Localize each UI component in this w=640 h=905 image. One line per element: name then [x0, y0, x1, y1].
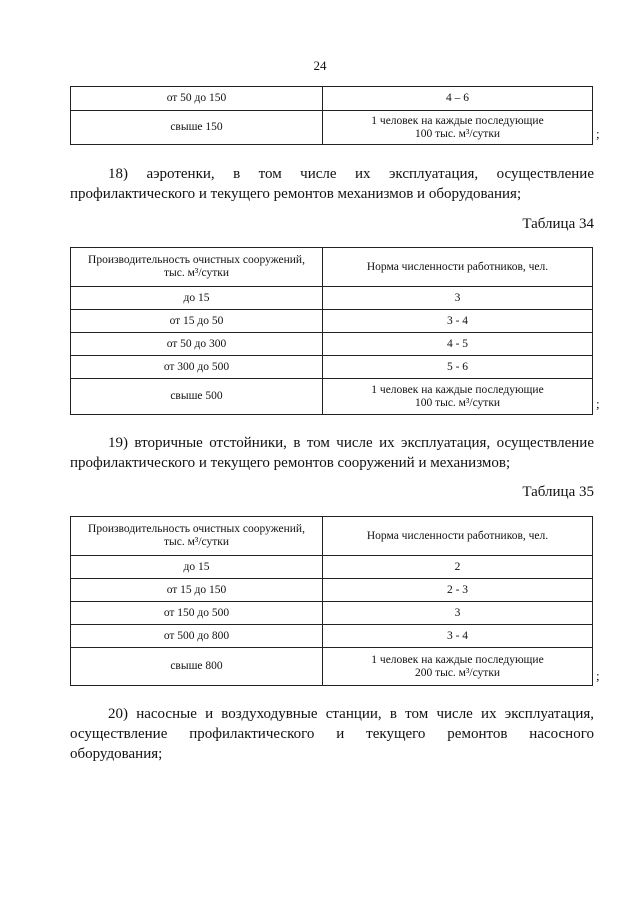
norm-cell: 3 [323, 287, 593, 310]
paragraph-18 [70, 164, 594, 204]
table-row [71, 356, 593, 379]
table-row [71, 625, 593, 648]
norm-cell: 1 человек на каждые последующие 100 тыс. м³/сутки [323, 379, 593, 415]
trailing-semicolon: ; [596, 396, 600, 411]
range-cell: свыше 500 [71, 379, 323, 415]
range-cell: от 150 до 500 [71, 602, 323, 625]
table-row [71, 87, 593, 111]
norm-cell: 2 [323, 556, 593, 579]
range-cell: от 500 до 800 [71, 625, 323, 648]
table-34 [70, 247, 593, 415]
range-cell: свыше 800 [71, 648, 323, 686]
table-top [70, 86, 593, 145]
norm-cell: 4 - 5 [323, 333, 593, 356]
trailing-semicolon: ; [596, 668, 600, 683]
paragraph-19 [70, 433, 594, 473]
table-header-row [71, 248, 593, 287]
table-row [71, 333, 593, 356]
paragraph-text: 19) вторичные отстойники, в том числе их эксплуатация, осуществление профилактического и текущего ремонтов сооружений и механизмов; [70, 435, 594, 471]
paragraph-20 [70, 704, 594, 764]
norm-cell: 2 - 3 [323, 579, 593, 602]
norm-cell: 5 - 6 [323, 356, 593, 379]
table-row [71, 579, 593, 602]
trailing-semicolon: ; [596, 126, 600, 141]
norm-cell: 3 [323, 602, 593, 625]
norm-line: 100 тыс. м³/сутки [414, 127, 501, 140]
table-row [71, 556, 593, 579]
header-capacity: Производительность очистных сооружений, тыс. м³/сутки [71, 517, 323, 556]
norm-cell [323, 111, 593, 145]
table-row [71, 648, 593, 686]
table-row [71, 111, 593, 145]
range-cell: от 50 до 300 [71, 333, 323, 356]
table-35-caption: Таблица 35 [522, 484, 594, 500]
table-row [71, 287, 593, 310]
table-34-caption: Таблица 34 [522, 216, 594, 232]
header-norm: Норма численности работников, чел. [323, 517, 593, 556]
table-row [71, 310, 593, 333]
norm-cell: 3 - 4 [323, 310, 593, 333]
range-cell: от 15 до 150 [71, 579, 323, 602]
norm-cell: 1 человек на каждые последующие 200 тыс. м³/сутки [323, 648, 593, 686]
range-cell: свыше 150 [71, 111, 323, 145]
header-capacity: Производительность очистных сооружений, тыс. м³/сутки [71, 248, 323, 287]
norm-line: 4 – 6 [446, 92, 469, 104]
range-cell: до 15 [71, 556, 323, 579]
paragraph-text: 20) насосные и воздуходувные станции, в том числе их эксплуатация, осуществление профилактического и текущего ремонтов насосного оборудования; [70, 706, 594, 762]
page-number: 24 [313, 58, 327, 73]
paragraph-text: 18) аэротенки, в том числе их эксплуатация, осуществление профилактического и текущего ремонтов механизмов и оборудования; [70, 166, 594, 202]
norm-cell: 3 - 4 [323, 625, 593, 648]
table-row [71, 379, 593, 415]
range-cell: от 15 до 50 [71, 310, 323, 333]
table-35 [70, 516, 593, 686]
range-cell: от 300 до 500 [71, 356, 323, 379]
norm-cell [323, 87, 593, 111]
table-row [71, 602, 593, 625]
range-cell: до 15 [71, 287, 323, 310]
range-cell: от 50 до 150 [71, 87, 323, 111]
header-norm: Норма численности работников, чел. [323, 248, 593, 287]
norm-line: 1 человек на каждые последующие [371, 114, 544, 127]
table-header-row [71, 517, 593, 556]
